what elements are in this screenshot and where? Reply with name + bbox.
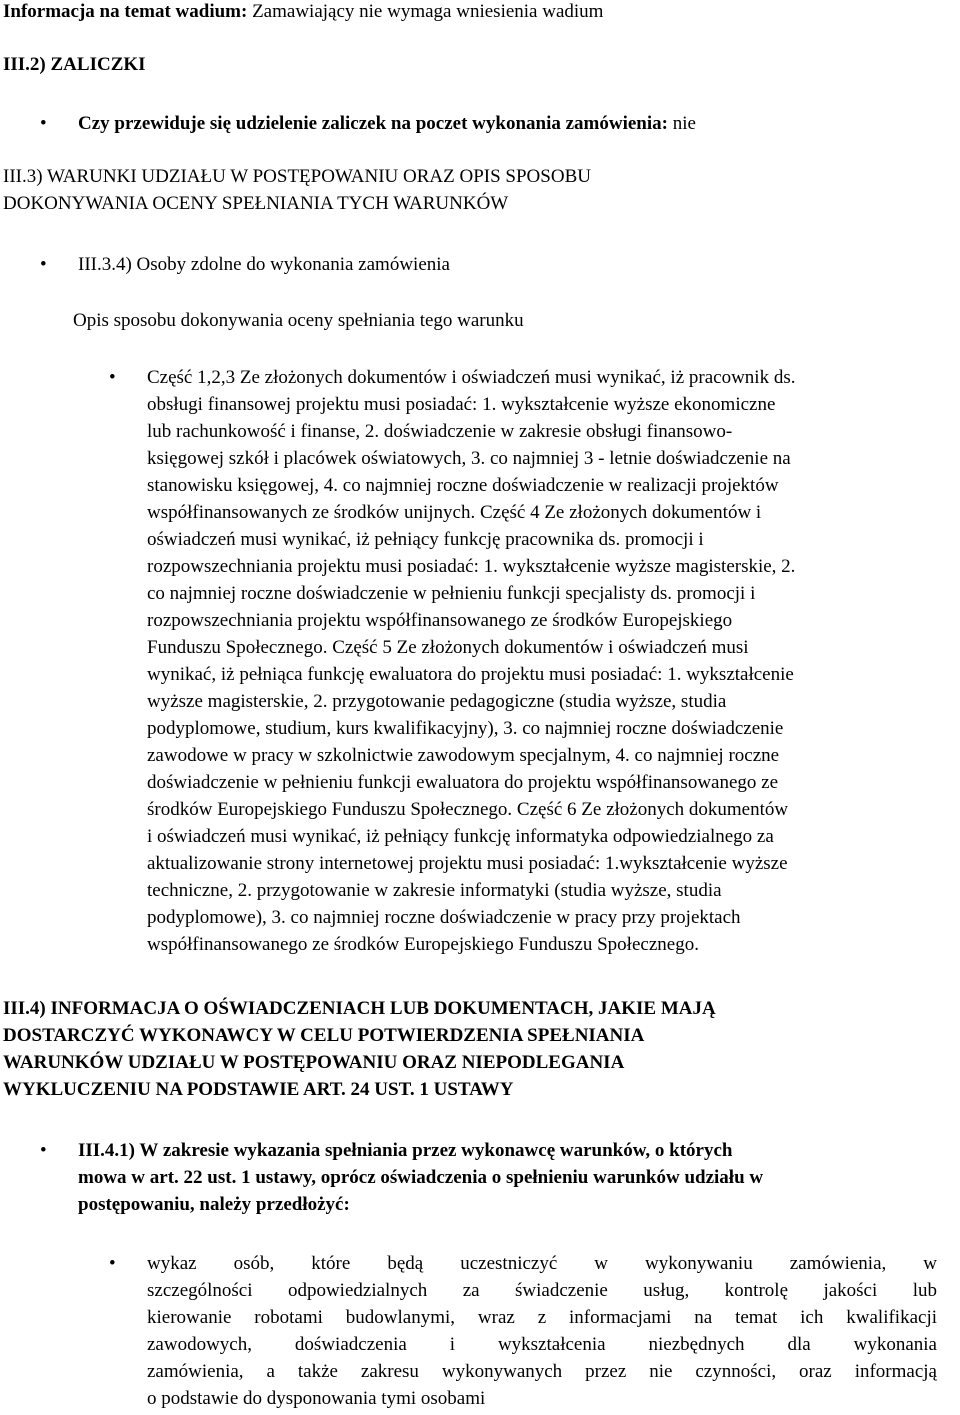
text-line: szczególności odpowiedzialnych za świadczenie usług, kontrolę jakości lub: [147, 1280, 937, 1301]
text-line: aktualizowanie strony internetowej projektu musi posiadać: 1.wykształcenie wyższe: [147, 853, 788, 874]
wykaz-text: [147, 1250, 937, 1412]
text-line: mowa w art. 22 ust. 1 ustawy, oprócz oświadczenia o spełnieniu warunków udziału w: [78, 1167, 764, 1188]
text-line: wyższe magisterskie, 2. przygotowanie pedagogiczne (studia wyższe, studia: [147, 691, 727, 712]
text-line: obsługi finansowej projektu musi posiadać: 1. wykształcenie wyższe ekonomiczne: [147, 394, 776, 415]
oswiadczenia-heading: [3, 995, 953, 1103]
bullet-icon: •: [40, 254, 47, 275]
text-line: lub rachunkowość i finanse, 2. doświadczenie w zakresie obsługi finansowo-: [147, 421, 733, 442]
oswiadczenia-subsection: [78, 1137, 938, 1218]
text-line: wynikać, iż pełniąca funkcję ewaluatora do projektu musi posiadać: 1. wykształcenie: [147, 664, 794, 685]
text-line: postępowaniu, należy przedłożyć:: [78, 1194, 350, 1215]
zaliczki-question-item: [40, 110, 940, 137]
text-line: Część 1,2,3 Ze złożonych dokumentów i oświadczeń musi wynikać, iż pracownik ds.: [147, 367, 796, 388]
heading-line: III.4) INFORMACJA O OŚWIADCZENIACH LUB DOKUMENTACH, JAKIE MAJĄ: [3, 998, 716, 1019]
text-line: oświadczeń musi wynikać, iż pełniący funkcję pracownika ds. promocji i: [147, 529, 704, 550]
text-line: zawodowe w pracy w szkolnictwie zawodowym specjalnym, 4. co najmniej roczne: [147, 745, 780, 766]
text-line: zawodowych, doświadczenia i wykształcenia niezbędnych dla wykonania: [147, 1334, 937, 1355]
wadium-label: Informacja na temat wadium:: [3, 1, 248, 22]
text-line: wykaz osób, które będą uczestniczyć w wykonywaniu zamówienia, w: [147, 1253, 937, 1274]
text-line: III.4.1) W zakresie wykazania spełniania przez wykonawcę warunków, o których: [78, 1140, 733, 1161]
text-line: Funduszu Społecznego. Część 5 Ze złożonych dokumentów i oświadczeń musi: [147, 637, 749, 658]
text-line: o podstawie do dysponowania tymi osobami: [147, 1388, 486, 1409]
zaliczki-question: Czy przewiduje się udzielenie zaliczek na poczet wykonania zamówienia: nie: [78, 113, 696, 134]
osoby-item: [40, 251, 940, 278]
bullet-icon: •: [40, 113, 47, 134]
text-line: rozpowszechniania projektu musi posiadać: 1. wykształcenie wyższe magisterskie, 2.: [147, 556, 796, 577]
wykaz-item: [109, 1250, 937, 1412]
text-line: kierowanie robotami budowlanymi, wraz z informacjami na temat ich kwalifikacji: [147, 1307, 937, 1328]
czesc-item: [109, 364, 954, 958]
bullet-icon: •: [109, 367, 116, 388]
wadium-value: Zamawiający nie wymaga wniesienia wadium: [252, 1, 604, 22]
text-line: współfinansowanego ze środków Europejskiego Funduszu Społecznego.: [147, 934, 699, 955]
heading-line: WYKLUCZENIU NA PODSTAWIE ART. 24 UST. 1 USTAWY: [3, 1079, 514, 1100]
text-line: i oświadczeń musi wynikać, iż pełniący funkcję informatyka odpowiedzialnego za: [147, 826, 774, 847]
oswiadczenia-subsection-item: [40, 1137, 940, 1218]
text-line: księgowej szkół i placówek oświatowych, 3. co najmniej 3 - letnie doświadczenie na: [147, 448, 791, 469]
text-line: doświadczenie w pełnieniu funkcji ewaluatora do projektu współfinansowanego ze: [147, 772, 779, 793]
heading-line: WARUNKÓW UDZIAŁU W POSTĘPOWANIU ORAZ NIEPODLEGANIA: [3, 1052, 625, 1073]
bullet-icon: •: [109, 1253, 116, 1274]
text-line: co najmniej roczne doświadczenie w pełnieniu funkcji specjalisty ds. promocji i: [147, 583, 756, 604]
text-line: współfinansowanych ze środków unijnych. Część 4 Ze złożonych dokumentów i: [147, 502, 762, 523]
zaliczki-heading: III.2) ZALICZKI: [3, 54, 146, 75]
warunki-heading: III.3) WARUNKI UDZIAŁU W POSTĘPOWANIU ORAZ OPIS SPOSOBU DOKONYWANIA OCENY SPEŁNIANIA TYCH WARUNKÓW: [3, 166, 591, 214]
zaliczki-answer: nie: [672, 113, 696, 134]
text-line: podyplomowe, studium, kurs kwalifikacyjny), 3. co najmniej roczne doświadczenie: [147, 718, 784, 739]
text-line: zamówienia, a także zakresu wykonywanych przez nie czynności, oraz informacją: [147, 1361, 937, 1382]
text-line: techniczne, 2. przygotowanie w zakresie informatyki (studia wyższe, studia: [147, 880, 722, 901]
text-line: rozpowszechniania projektu współfinansowanego ze środków Europejskiego: [147, 610, 733, 631]
wadium-info: [3, 0, 953, 25]
text-line: podyplomowe), 3. co najmniej roczne doświadczenie w pracy przy projektach: [147, 907, 741, 928]
osoby-heading: III.3.4) Osoby zdolne do wykonania zamówienia: [78, 254, 450, 275]
heading-line: DOSTARCZYĆ WYKONAWCY W CELU POTWIERDZENIA SPEŁNIANIA: [3, 1025, 645, 1046]
czesc-text: [147, 364, 954, 958]
opis-heading: Opis sposobu dokonywania oceny spełniania tego warunku: [73, 310, 524, 331]
text-line: środków Europejskiego Funduszu Społecznego. Część 6 Ze złożonych dokumentów: [147, 799, 789, 820]
bullet-icon: •: [40, 1140, 47, 1161]
text-line: stanowisku księgowej, 4. co najmniej roczne doświadczenie w realizacji projektów: [147, 475, 779, 496]
